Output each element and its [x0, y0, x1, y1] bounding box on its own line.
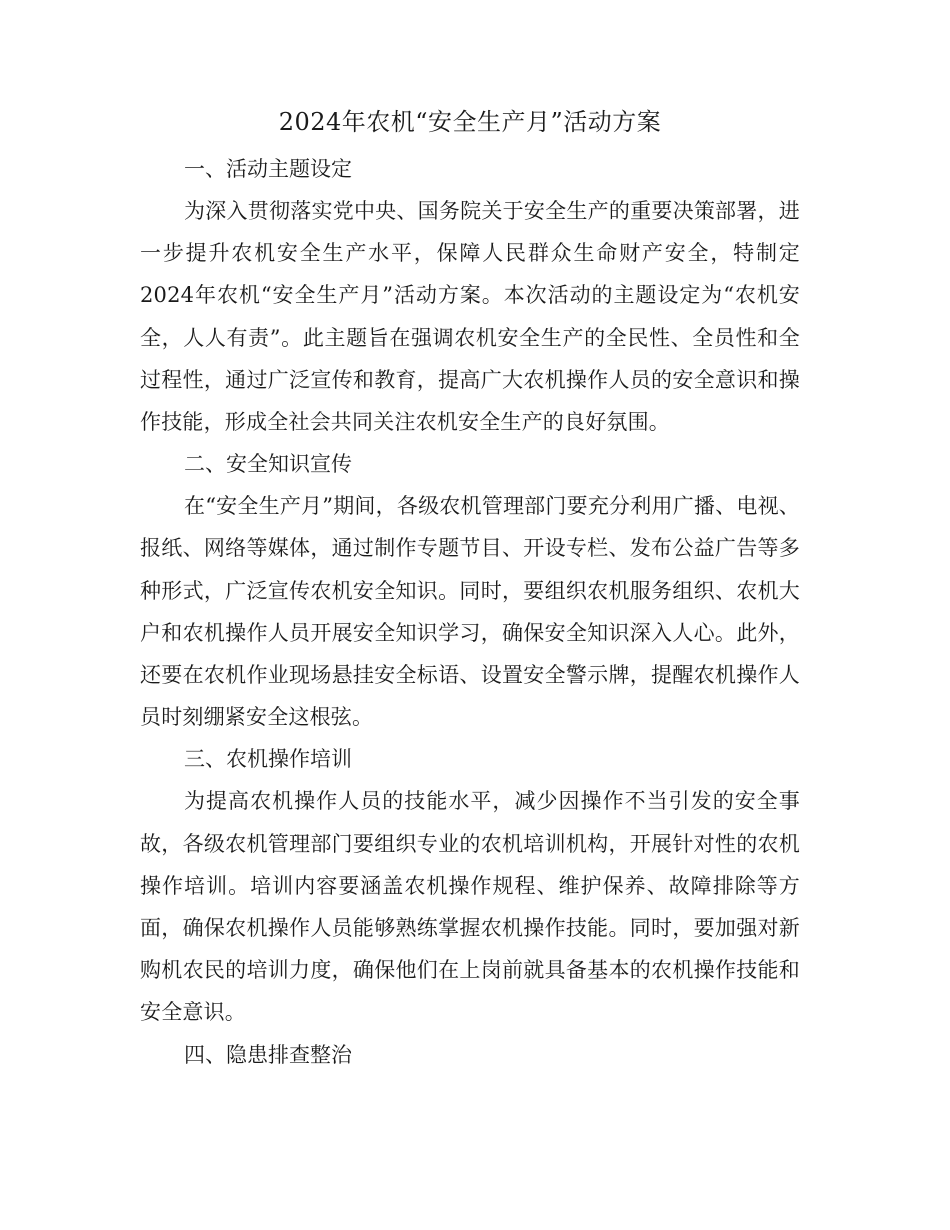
section-heading-4: 四、隐患排查整治: [184, 1042, 352, 1067]
section-heading-1: 一、活动主题设定: [184, 157, 352, 181]
section-heading-3: 三、农机操作培训: [184, 747, 352, 772]
section-body-1: 为深入贯彻落实党中央、国务院关于安全生产的重要决策部署，进一步提升农机安全生产水平，保障人民群众生命财产安全，特制定2024年农机“安全生产月”活动方案。本次活动的主题设定为“农机安全，人人有责”。此主题旨在强调农机安全生产的全民性、全员性和全过程性，通过广泛宣传和教育，提高广大农机操作人员的安全意识和操作技能，形成全社会共同关注农机安全生产的良好氛围。: [140, 199, 800, 435]
document-page: [140, 100, 800, 1076]
section-heading-2: 二、安全知识宣传: [184, 452, 352, 477]
document-title: 2024年农机“安全生产月”活动方案: [278, 108, 662, 136]
section-body-3: 为提高农机操作人员的技能水平，减少因操作不当引发的安全事故，各级农机管理部门要组织专业的农机培训机构，开展针对性的农机操作培训。培训内容要涵盖农机操作规程、维护保养、故障排除等方面，确保农机操作人员能够熟练掌握农机操作技能。同时，要加强对新购机农民的培训力度，确保他们在上岗前就具备基本的农机操作技能和安全意识。: [140, 789, 800, 1025]
section-body-2: 在“安全生产月”期间，各级农机管理部门要充分利用广播、电视、报纸、网络等媒体，通过制作专题节目、开设专栏、发布公益广告等多种形式，广泛宣传农机安全知识。同时，要组织农机服务组织、农机大户和农机操作人员开展安全知识学习，确保安全知识深入人心。此外，还要在农机作业现场悬挂安全标语、设置安全警示牌，提醒农机操作人员时刻绷紧安全这根弦。: [140, 494, 800, 730]
